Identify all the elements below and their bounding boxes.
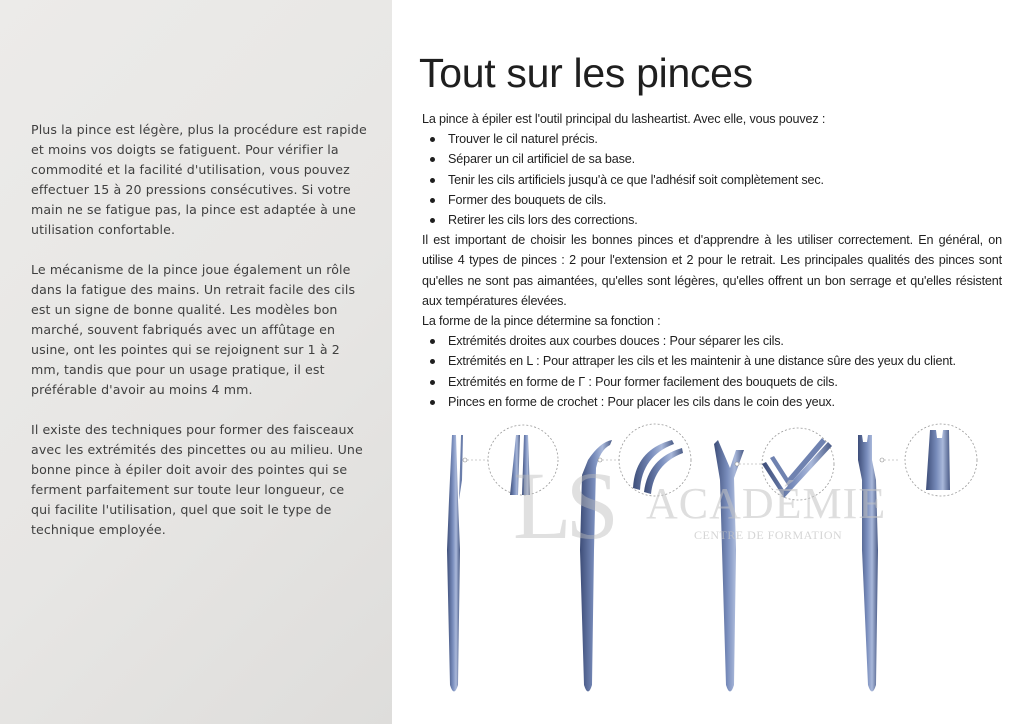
- list-item: Extrémités en forme de Γ : Pour former facilement des bouquets de cils.: [422, 372, 1002, 392]
- left-paragraph-2: Le mécanisme de la pince joue également un rôle dans la fatigue des mains. Un retrait facile des cils est un signe de bonne qualité. Les modèles bon marché, souvent fabriqués avec un affûtage en usine, ont les pointes qui se rejoignent sur 1 à 2 mm, tandis que pour un usage pratique, il est préférable d'avoir au moins 4 mm.: [31, 262, 356, 397]
- list-item: Séparer un cil artificiel de sa base.: [422, 149, 1002, 169]
- list-item: Pinces en forme de crochet : Pour placer les cils dans le coin des yeux.: [422, 392, 1002, 412]
- left-paragraph-3: Il existe des techniques pour former des faisceaux avec les extrémités des pincettes ou au milieu. Une bonne pince à épiler doit avoir des pointes qui se ferment parfaitement sur toute leur longueur, ce qui facilite l'utilisation, quel que soit le type de technique employée.: [31, 422, 363, 537]
- uses-list: [422, 129, 1002, 230]
- list-item: Extrémités en L : Pour attraper les cils et les maintenir à une distance sûre des yeux du client.: [422, 351, 1002, 371]
- functions-list: [422, 331, 1002, 412]
- list-item: Tenir les cils artificiels jusqu'à ce que l'adhésif soit complètement sec.: [422, 170, 1002, 190]
- list-item: Extrémités droites aux courbes douces : Pour séparer les cils.: [422, 331, 1002, 351]
- hook-tip-detail-icon: [905, 424, 977, 496]
- left-paragraph-1: Plus la pince est légère, plus la procédure est rapide et moins vos doigts se fatiguent. Pour vérifier la commodité et la facilité d'utilisation, vous pouvez effectuer 15 à 20 pressions consécutives. Si votre main ne se fatigue pas, la pince est adaptée à une utilisation confortable.: [31, 122, 367, 237]
- watermark-logo: LS: [513, 452, 614, 559]
- left-text: [31, 120, 367, 560]
- left-panel: [0, 0, 392, 724]
- body-paragraph: Il est important de choisir les bonnes pinces et d'apprendre à les utiliser correctement. En général, on utilise 4 types de pinces : 2 pour l'extension et 2 pour le retrait. Les principales qualités des pinces sont qu'elles ne sont pas aimantées, qu'elles sont légères, qu'elles offrent un bon serrage et qu'elles résistent aux températures élevées.: [422, 233, 1002, 308]
- list-item: Trouver le cil naturel précis.: [422, 129, 1002, 149]
- intro-text: La pince à épiler est l'outil principal du lasheartist. Avec elle, vous pouvez :: [422, 112, 826, 126]
- list-item: Retirer les cils lors des corrections.: [422, 210, 1002, 230]
- hook-tweezer-icon: [858, 435, 900, 692]
- watermark-academie: ACADÉMIE: [646, 479, 887, 528]
- body-text: [422, 109, 1002, 412]
- straight-tweezer-icon: [447, 435, 488, 692]
- watermark-centre: CENTRE DE FORMATION: [694, 528, 843, 542]
- function-intro: La forme de la pince détermine sa fonction :: [422, 314, 661, 329]
- page-title: Tout sur les pinces: [419, 50, 753, 96]
- list-item: Former des bouquets de cils.: [422, 190, 1002, 210]
